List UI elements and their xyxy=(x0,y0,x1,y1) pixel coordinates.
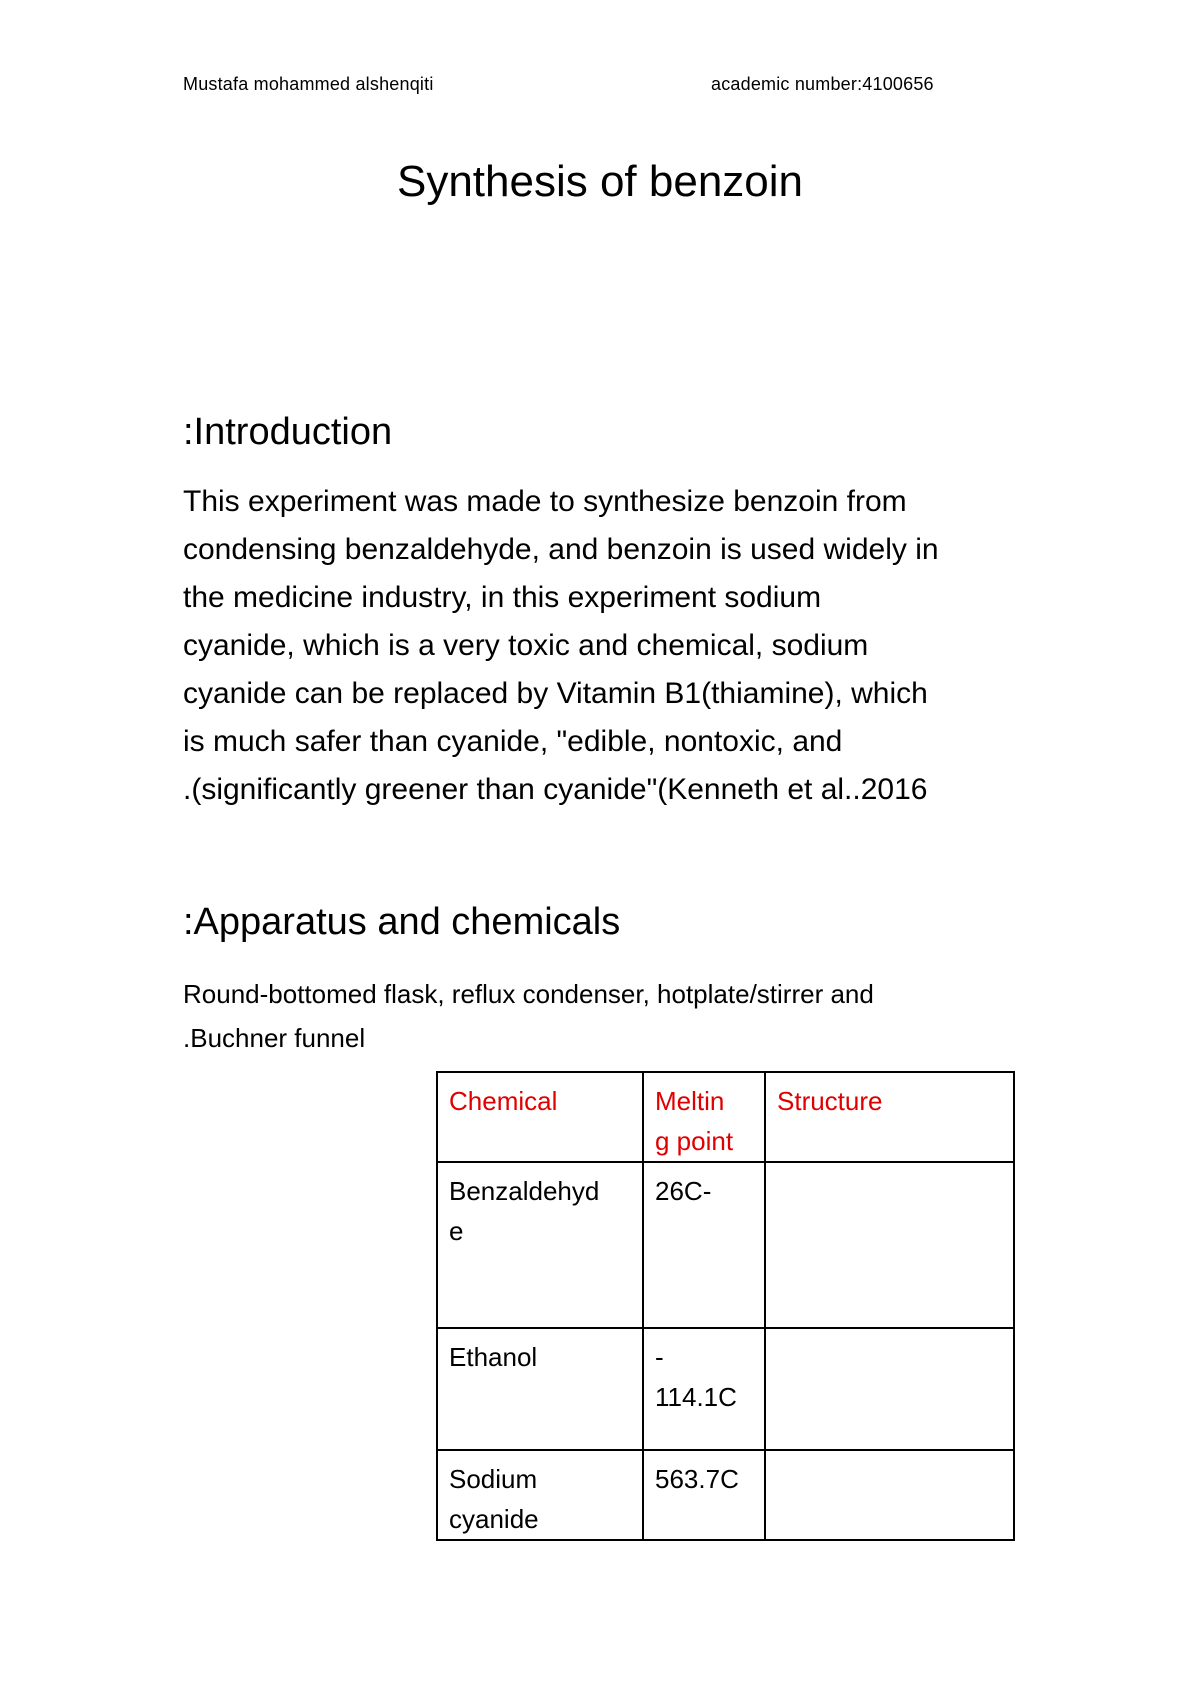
paragraph-line: cyanide can be replaced by Vitamin B1(thiamine), which xyxy=(183,677,928,710)
header-cell-structure xyxy=(765,1072,1014,1162)
cell-structure xyxy=(765,1450,1014,1540)
paragraph-line: This experiment was made to synthesize benzoin from xyxy=(183,485,907,518)
paragraph-line: Round-bottomed flask, reflux condenser, hotplate/stirrer and xyxy=(183,979,874,1009)
cell-melting-point xyxy=(643,1328,765,1450)
cell-text: 26C- xyxy=(655,1176,712,1206)
paragraph-line: the medicine industry, in this experiment sodium xyxy=(183,581,822,614)
table-row xyxy=(437,1450,1014,1540)
apparatus-heading: :Apparatus and chemicals xyxy=(183,901,621,943)
introduction-paragraph xyxy=(183,478,1043,814)
header-label: Chemical xyxy=(449,1086,558,1116)
header-label: Meltin xyxy=(655,1086,725,1116)
cell-text: e xyxy=(449,1216,464,1246)
cell-chemical xyxy=(437,1450,643,1540)
cell-melting-point xyxy=(643,1450,765,1540)
chemicals-table xyxy=(436,1071,1015,1541)
header-label: g point xyxy=(655,1126,734,1156)
cell-melting-point xyxy=(643,1162,765,1328)
cell-text: 563.7C xyxy=(655,1464,739,1494)
table-header-row xyxy=(437,1072,1014,1162)
cell-structure xyxy=(765,1328,1014,1450)
author-name: Mustafa mohammed alshenqiti xyxy=(183,74,434,94)
academic-number: academic number:4100656 xyxy=(711,74,934,94)
cell-text: Benzaldehyd xyxy=(449,1176,600,1206)
paragraph-line: .(significantly greener than cyanide"(Kenneth et al..2016 xyxy=(183,773,928,806)
table-row xyxy=(437,1162,1014,1328)
cell-text: Ethanol xyxy=(449,1342,538,1372)
introduction-heading: :Introduction xyxy=(183,411,393,453)
paragraph-line: is much safer than cyanide, "edible, nontoxic, and xyxy=(183,725,843,758)
header-cell-melting-point xyxy=(643,1072,765,1162)
cell-text: 114.1C xyxy=(655,1382,737,1412)
cell-chemical xyxy=(437,1162,643,1328)
cell-text: Sodium xyxy=(449,1464,538,1494)
cell-text: cyanide xyxy=(449,1504,539,1534)
document-title: Synthesis of benzoin xyxy=(396,157,804,206)
cell-structure xyxy=(765,1162,1014,1328)
paragraph-line: condensing benzaldehyde, and benzoin is used widely in xyxy=(183,533,939,566)
paragraph-line: cyanide, which is a very toxic and chemical, sodium xyxy=(183,629,869,662)
header-label: Structure xyxy=(777,1086,883,1116)
table-row xyxy=(437,1328,1014,1450)
apparatus-paragraph xyxy=(183,972,1043,1060)
header-cell-chemical xyxy=(437,1072,643,1162)
cell-text: - xyxy=(655,1342,664,1372)
page-header xyxy=(183,74,958,98)
cell-chemical xyxy=(437,1328,643,1450)
paragraph-line: .Buchner funnel xyxy=(183,1023,366,1053)
